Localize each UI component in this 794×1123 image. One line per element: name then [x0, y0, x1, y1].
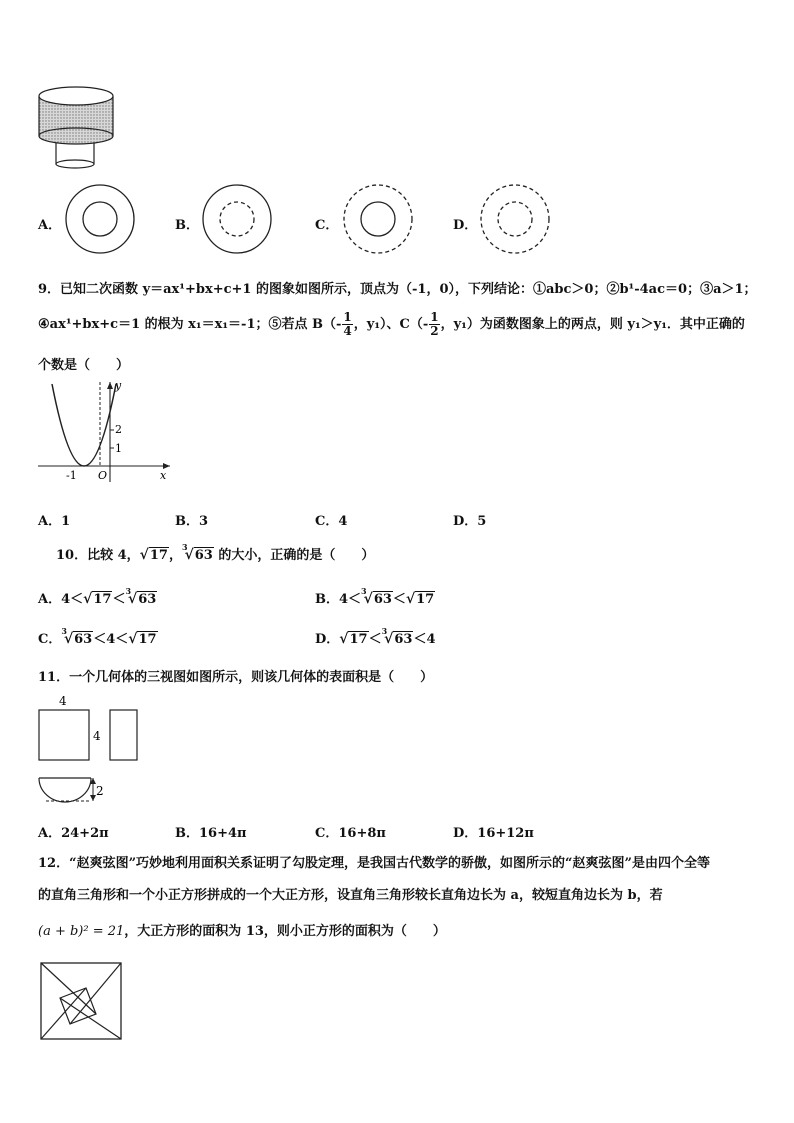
graph-label-2: 2: [115, 423, 122, 436]
q8-option-c[interactable]: C．: [315, 218, 339, 233]
q12-line3-rest: ，大正方形的面积为 13，则小正方形的面积为（ ）: [124, 924, 446, 939]
q10-c-mid: ＜4＜: [93, 632, 129, 647]
q10-sqrt17: 17: [149, 548, 168, 563]
q12-stem-line1: 12．“赵爽弦图”巧妙地利用面积关系证明了勾股定理，是我国古代数学的骄傲，如图所示的“赵爽弦图”是由四个全等: [38, 856, 711, 871]
q9-stem-line1: 9．已知二次函数 y＝ax¹+bx+c+1 的图象如图所示，顶点为（-1，0），下列结论：①abc＞0；②b¹-4ac＝0；③a＞1；: [38, 282, 757, 297]
q8-option-a-figure: [62, 181, 138, 257]
q11-stem: 11．一个几何体的三视图如图所示，则该几何体的表面积是（ ）: [38, 670, 434, 685]
q10-b-mid: ＜: [392, 592, 406, 607]
q10-c-sqrt17: 17: [138, 632, 157, 647]
q10-option-a[interactable]: [38, 588, 157, 607]
zhao-shuang-diagram: [40, 962, 124, 1040]
cbrt-symbol: √: [63, 631, 74, 647]
q9-parabola-graph: [36, 378, 176, 484]
q10-stem-b: ，: [168, 548, 182, 563]
frac2-den: 2: [430, 324, 439, 338]
q10-c-cbrt63: 63: [74, 632, 93, 647]
frac1-num: 1: [343, 310, 352, 324]
q12-stem-line3: [38, 920, 446, 939]
q9-stem-line2: [38, 310, 745, 340]
q8-option-c-figure: [340, 181, 416, 257]
dim-top: 4: [59, 694, 67, 708]
dim-bottom: 2: [96, 784, 104, 798]
graph-label-y: y: [115, 379, 122, 392]
cbrt-symbol: √: [128, 591, 138, 607]
q8-option-b-figure: [199, 181, 275, 257]
graph-label-1: 1: [115, 442, 122, 455]
q9-line2-c: ，y₁）为函数图象上的两点，则 y₁＞y₁．其中正确的: [440, 317, 745, 332]
q12-stem-line2: 的直角三角形和一个小正方形拼成的一个大正方形，设直角三角形较长直角边长为 a，较短直角边长为 b，若: [38, 888, 663, 903]
q9-option-c[interactable]: C．4: [315, 514, 348, 529]
q10-stem: [56, 544, 374, 563]
q10-a-mid: ＜: [112, 592, 126, 607]
q9-option-a[interactable]: A．1: [38, 514, 71, 529]
q11-option-a[interactable]: A．24+2π: [38, 826, 109, 841]
q9-line2-a: ④ax¹+bx+c＝1 的根为 x₁＝x₁＝-1；⑤若点 B（-: [38, 317, 342, 332]
cbrt-index: 3: [181, 542, 188, 552]
q8-option-d-figure: [477, 181, 553, 257]
cbrt-symbol: √: [184, 547, 194, 563]
q11-option-d[interactable]: D．16+12π: [453, 826, 534, 841]
q10-option-c[interactable]: [38, 628, 158, 647]
q8-option-a[interactable]: A．: [38, 218, 62, 233]
frac1-den: 4: [343, 324, 352, 338]
sqrt-symbol: √: [339, 631, 349, 647]
cbrt-index: 3: [361, 586, 367, 596]
frac2-num: 1: [430, 310, 439, 324]
q8-option-b[interactable]: B．: [175, 218, 199, 233]
q10-a-sqrt17: 17: [93, 592, 112, 607]
q10-cbrt63: 63: [194, 548, 213, 563]
q12-formula: (a + b)² = 21: [38, 924, 125, 939]
q9-stem-line3: 个数是（ ）: [38, 358, 130, 373]
cbrt-symbol: √: [384, 631, 394, 647]
cbrt-index: 3: [125, 586, 132, 596]
q10-d-label: D．: [315, 632, 340, 647]
q11-option-b[interactable]: B．16+4π: [175, 826, 247, 841]
graph-label-origin: O: [98, 469, 108, 482]
graph-label-neg1: -1: [66, 469, 77, 482]
q10-d-cbrt63: 63: [394, 632, 413, 647]
q10-option-b[interactable]: [315, 588, 435, 607]
sqrt-symbol: √: [128, 631, 138, 647]
q9-fraction-b: [342, 311, 352, 338]
q10-d-sqrt17: 17: [349, 632, 368, 647]
q11-three-view: [36, 692, 146, 810]
q10-b-label: B．4＜: [315, 592, 362, 607]
q10-d-tail: ＜4: [413, 632, 436, 647]
q8-option-d[interactable]: D．: [453, 218, 478, 233]
graph-label-x: x: [160, 469, 167, 482]
q10-stem-c: 的大小，正确的是（ ）: [213, 548, 375, 563]
q9-option-b[interactable]: B．3: [175, 514, 209, 529]
sqrt-symbol: √: [405, 591, 416, 607]
q11-option-c[interactable]: C．16+8π: [315, 826, 386, 841]
q10-d-mid: ＜: [368, 632, 382, 647]
q10-a-cbrt63: 63: [138, 592, 157, 607]
q10-a-label: A．4＜: [38, 592, 84, 607]
q9-line2-b: ，y₁）、C（-: [353, 317, 429, 332]
sqrt-symbol: √: [83, 591, 93, 607]
q9-fraction-c: [429, 311, 439, 338]
sqrt-symbol: √: [139, 547, 149, 563]
q10-b-cbrt63: 63: [373, 592, 392, 607]
cbrt-symbol: √: [363, 591, 373, 607]
q10-b-sqrt17: 17: [416, 592, 435, 607]
solid-figure: [36, 84, 116, 172]
q9-option-d[interactable]: D．5: [453, 514, 487, 529]
dim-side: 4: [93, 729, 101, 743]
cbrt-index: 3: [61, 626, 67, 636]
q10-c-label: C．: [38, 632, 62, 647]
q10-option-d[interactable]: [315, 628, 436, 647]
cbrt-index: 3: [381, 626, 388, 636]
q10-stem-a: 10．比较 4，: [56, 548, 140, 563]
